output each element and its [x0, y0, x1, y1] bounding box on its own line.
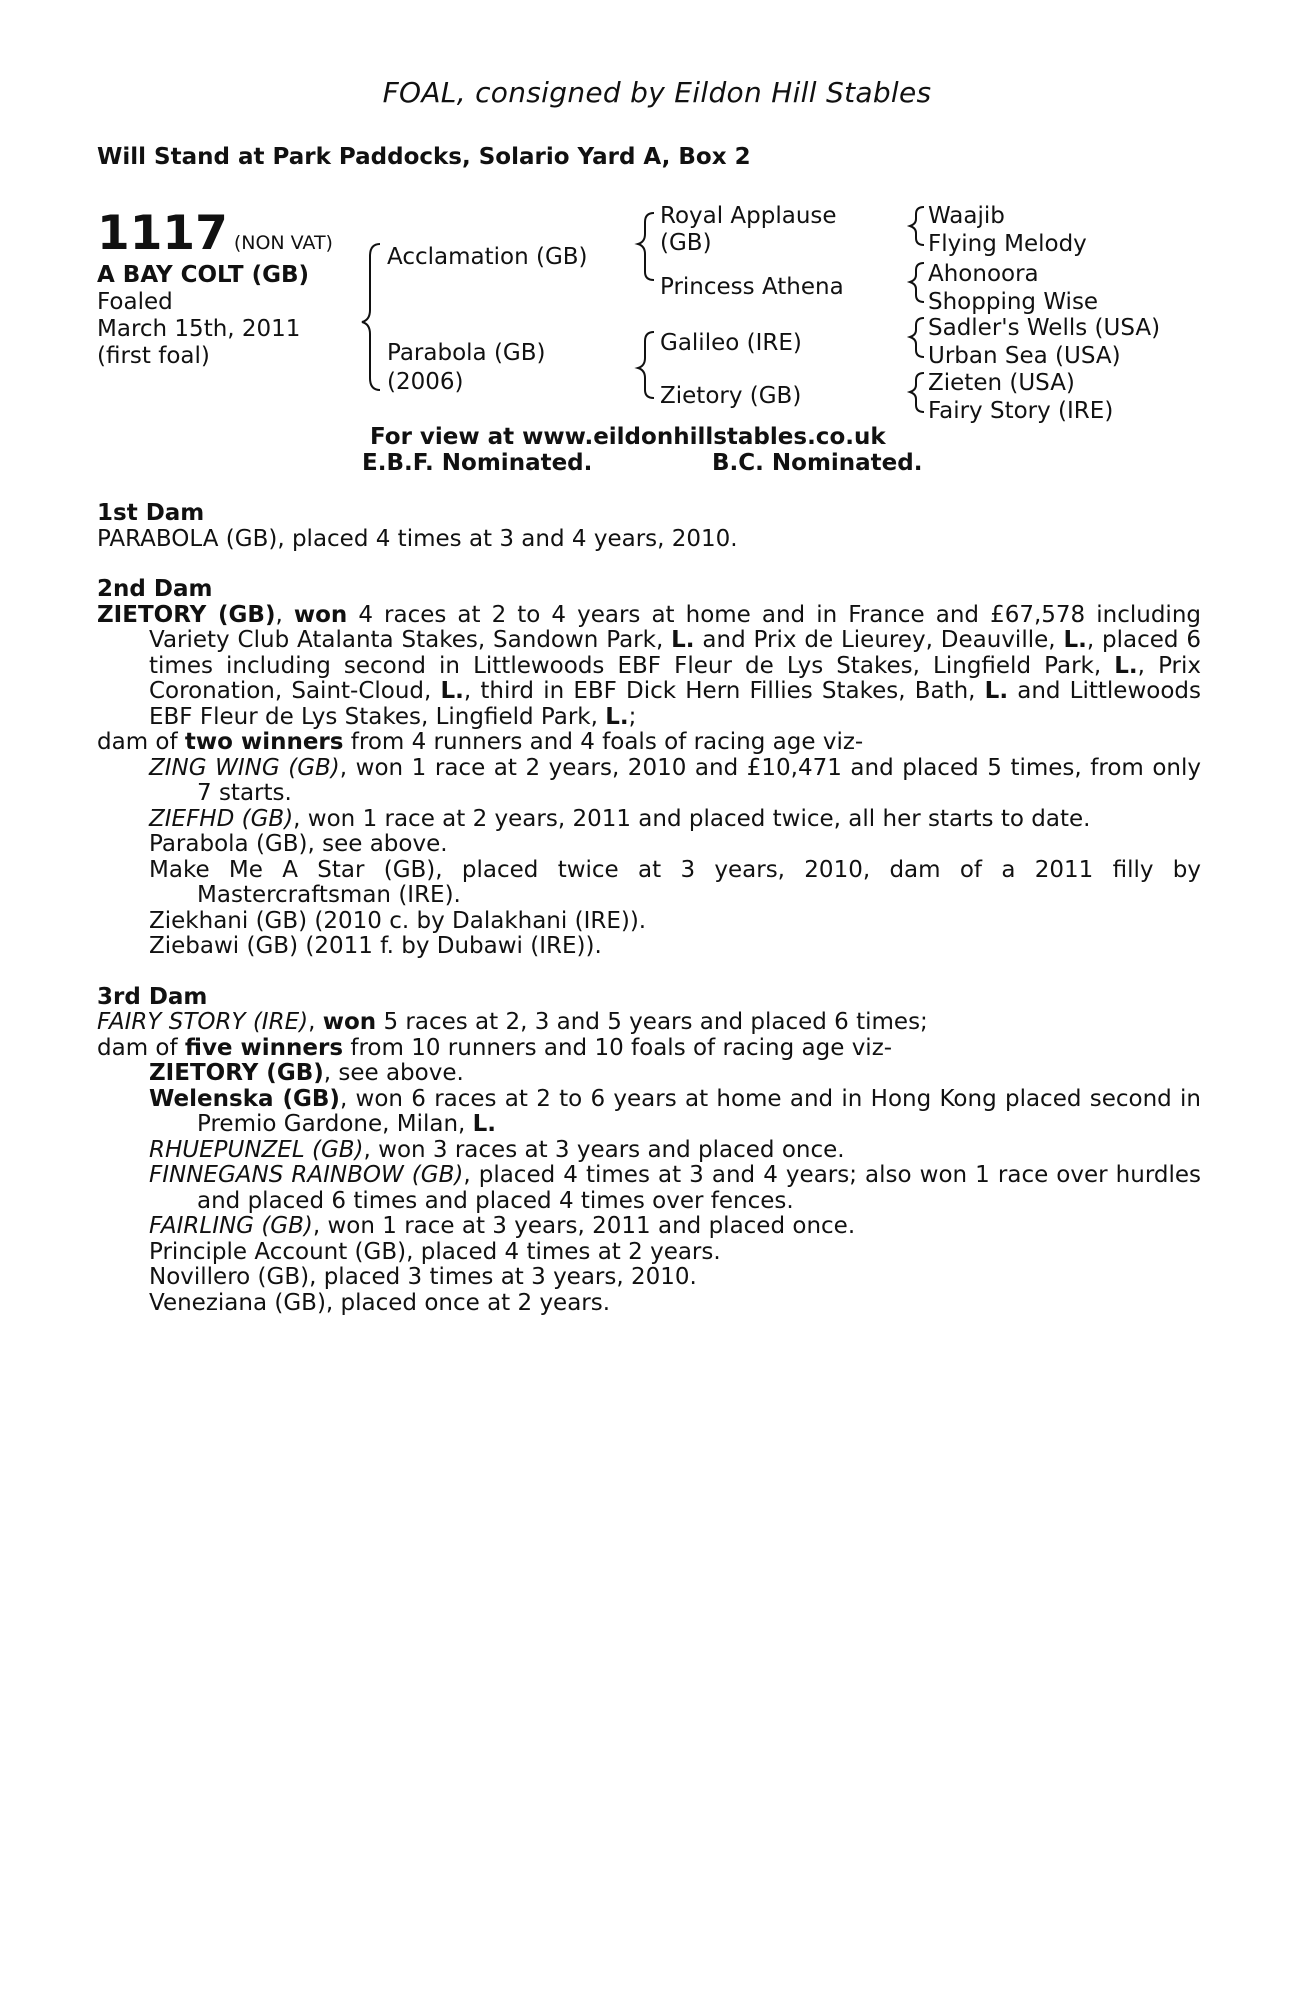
produce-text: , won 6 races at 2 to 6 years at home and in Hong Kong placed second in Premio Gardone, Milan,	[197, 1085, 1202, 1137]
produce-name: ZIEFHD (GB)	[149, 805, 294, 832]
ggp-4: Shopping Wise	[928, 289, 1099, 315]
granddam-sire: Princess Athena	[660, 274, 844, 300]
foaled-date: March 15th, 2011	[97, 316, 301, 342]
record-text: , third in EBF Dick Hern Fillies Stakes, Bath,	[463, 678, 985, 704]
view-website: For view at www.eildonhillstables.co.uk	[370, 424, 886, 450]
grandsire-sire-country: (GB)	[660, 230, 712, 256]
produce-entry	[97, 1214, 1201, 1240]
summary-text: dam of	[97, 1034, 185, 1061]
produce-entry: Veneziana (GB), placed once at 2 years.	[149, 1289, 611, 1316]
listed-mark: L.	[984, 678, 1009, 704]
dam-name-bold: ZIETORY (GB)	[97, 601, 276, 628]
produce-name: RHUEPUNZEL (GB)	[149, 1136, 364, 1163]
produce-text: , placed 4 times at 3 and 4 years; also won 1 race over hurdles and placed 6 times and placed 4 times over fences.	[197, 1162, 1201, 1214]
listed-mark: L.	[1063, 627, 1087, 653]
winners-count: two winners	[184, 729, 344, 755]
ggp-1: Waajib	[928, 203, 1005, 229]
produce-entry	[97, 756, 1201, 807]
third-dam-heading: 3rd Dam	[97, 983, 208, 1010]
record-text: 4 races at 2 to 4 years at home and in France and £67,578 including Variety Club Atalanta Stakes, Sandown Park,	[149, 601, 1201, 653]
produce-entry	[97, 807, 1201, 833]
first-dam-text: PARABOLA (GB), placed 4 times at 3 and 4 years, 2010.	[97, 525, 738, 552]
produce-entry	[97, 1138, 1201, 1164]
produce-text: , won 1 race at 2 years, 2011 and placed twice, all her starts to date.	[293, 805, 1091, 832]
produce-entry	[97, 1163, 1201, 1214]
main-brace	[362, 244, 380, 390]
ebf-nominated: E.B.F. Nominated.	[362, 450, 593, 476]
bc-nominated: B.C. Nominated.	[712, 450, 923, 476]
record-text: ;	[628, 703, 637, 730]
stand-location: Will Stand at Park Paddocks, Solario Yard A, Box 2	[97, 144, 751, 170]
won-word: won	[322, 1009, 377, 1035]
horse-name: A BAY COLT (GB)	[97, 262, 310, 288]
granddam-dam: Zietory (GB)	[660, 383, 802, 409]
third-dam-produce-summary	[97, 1036, 1201, 1062]
listed-mark: L.	[671, 627, 695, 653]
grandsire-sire: Royal Applause	[660, 203, 837, 229]
produce-name: FAIRLING (GB)	[149, 1213, 313, 1239]
won-word: won	[293, 601, 348, 628]
ggp-3: Ahonoora	[928, 261, 1039, 287]
summary-text: from 4 runners and 4 foals of racing age viz-	[343, 729, 864, 755]
produce-entry: Parabola (GB), see above.	[149, 831, 448, 857]
ggp-8: Fairy Story (IRE)	[928, 398, 1114, 424]
ggp-5: Sadler's Wells (USA)	[928, 315, 1161, 341]
summary-text: dam of	[97, 729, 185, 755]
catalogue-body	[97, 501, 1201, 1316]
dam-year: (2006)	[387, 369, 464, 395]
produce-entry: Novillero (GB), placed 3 times at 3 years, 2010.	[149, 1264, 697, 1290]
pedigree-braces	[0, 0, 1314, 440]
ggp-7: Zieten (USA)	[928, 370, 1075, 396]
produce-text: , won 1 race at 2 years, 2010 and £10,471 and placed 5 times, from only 7 starts.	[197, 754, 1202, 806]
second-dam-record: ZIETORY (GB), won 4 races at 2 to 4 years at home and in France and £67,578 including Variety Club Atalanta Stakes, Sandown Park, L. and Prix de Lieurey, Deauville, L., placed 6 times including second in Littlewoods EBF Fleur de Lys Stakes, Lingfield Park, L., Prix Coronation, Saint-Cloud, L., third in EBF Dick Hern Fillies Stakes, Bath, L. and Littlewoods EBF Fleur de Lys Stakes, Lingfield Park, L.;	[97, 601, 1202, 730]
ggp-2: Flying Melody	[928, 231, 1087, 257]
listed-mark: L.	[472, 1111, 497, 1137]
dam-brace	[638, 332, 654, 398]
vat-status: (NON VAT)	[233, 232, 333, 254]
produce-name: FINNEGANS RAINBOW (GB)	[149, 1162, 464, 1188]
dam-name-italic: FAIRY STORY (IRE)	[97, 1009, 309, 1035]
sire-name: Acclamation (GB)	[387, 244, 588, 270]
dam-name: Parabola (GB)	[387, 340, 546, 366]
page-title: FOAL, consigned by Eildon Hill Stables	[382, 76, 932, 109]
produce-name: ZIETORY (GB)	[149, 1060, 324, 1086]
summary-text: from 10 runners and 10 foals of racing age viz-	[343, 1034, 893, 1061]
grandsire-dam: Galileo (IRE)	[660, 330, 802, 356]
record-text: and Littlewoods EBF Fleur de Lys Stakes, Lingfield Park,	[149, 678, 1201, 730]
listed-mark: L.	[440, 678, 464, 704]
ggp-6: Urban Sea (USA)	[928, 343, 1121, 369]
produce-text: , see above.	[323, 1060, 464, 1086]
third-dam-record: FAIRY STORY (IRE), won 5 races at 2, 3 and 5 years and placed 6 times;	[97, 1009, 928, 1035]
listed-mark: L.	[605, 703, 629, 730]
record-text: 5 races at 2, 3 and 5 years and placed 6 times;	[376, 1009, 928, 1035]
produce-text: , won 1 race at 3 years, 2011 and placed once.	[312, 1213, 856, 1239]
produce-text: , won 3 races at 3 years and placed once.	[363, 1136, 845, 1163]
sire-brace	[638, 213, 654, 280]
produce-name: Welenska (GB)	[149, 1085, 340, 1112]
record-text: , placed 6 times including second in Littlewoods EBF Fleur de Lys Stakes, Lingfield Park,	[149, 627, 1202, 679]
record-text: and Prix de Lieurey, Deauville,	[694, 627, 1064, 653]
listed-mark: L.	[1114, 652, 1138, 679]
record-text: , Prix Coronation, Saint-Cloud,	[149, 652, 1202, 704]
second-dam-produce-summary	[97, 730, 1201, 756]
produce-name: ZING WING (GB)	[149, 754, 340, 781]
first-dam-heading: 1st Dam	[97, 500, 205, 526]
foaled-label: Foaled	[97, 289, 173, 315]
produce-entry	[97, 1087, 1201, 1138]
produce-entry: Ziekhani (GB) (2010 c. by Dalakhani (IRE)).	[149, 907, 647, 934]
winners-count: five winners	[184, 1034, 344, 1061]
produce-entry: Ziebawi (GB) (2011 f. by Dubawi (IRE)).	[149, 933, 602, 959]
produce-entry: Principle Account (GB), placed 4 times at 2 years.	[149, 1238, 721, 1265]
lot-number: 1117	[97, 206, 228, 261]
produce-entry: Make Me A Star (GB), placed twice at 3 years, 2010, dam of a 2011 filly by Mastercraftsman (IRE).	[149, 856, 1201, 908]
produce-entry	[97, 1061, 1201, 1087]
second-dam-heading: 2nd Dam	[97, 576, 213, 602]
foal-note: (first foal)	[97, 343, 210, 369]
